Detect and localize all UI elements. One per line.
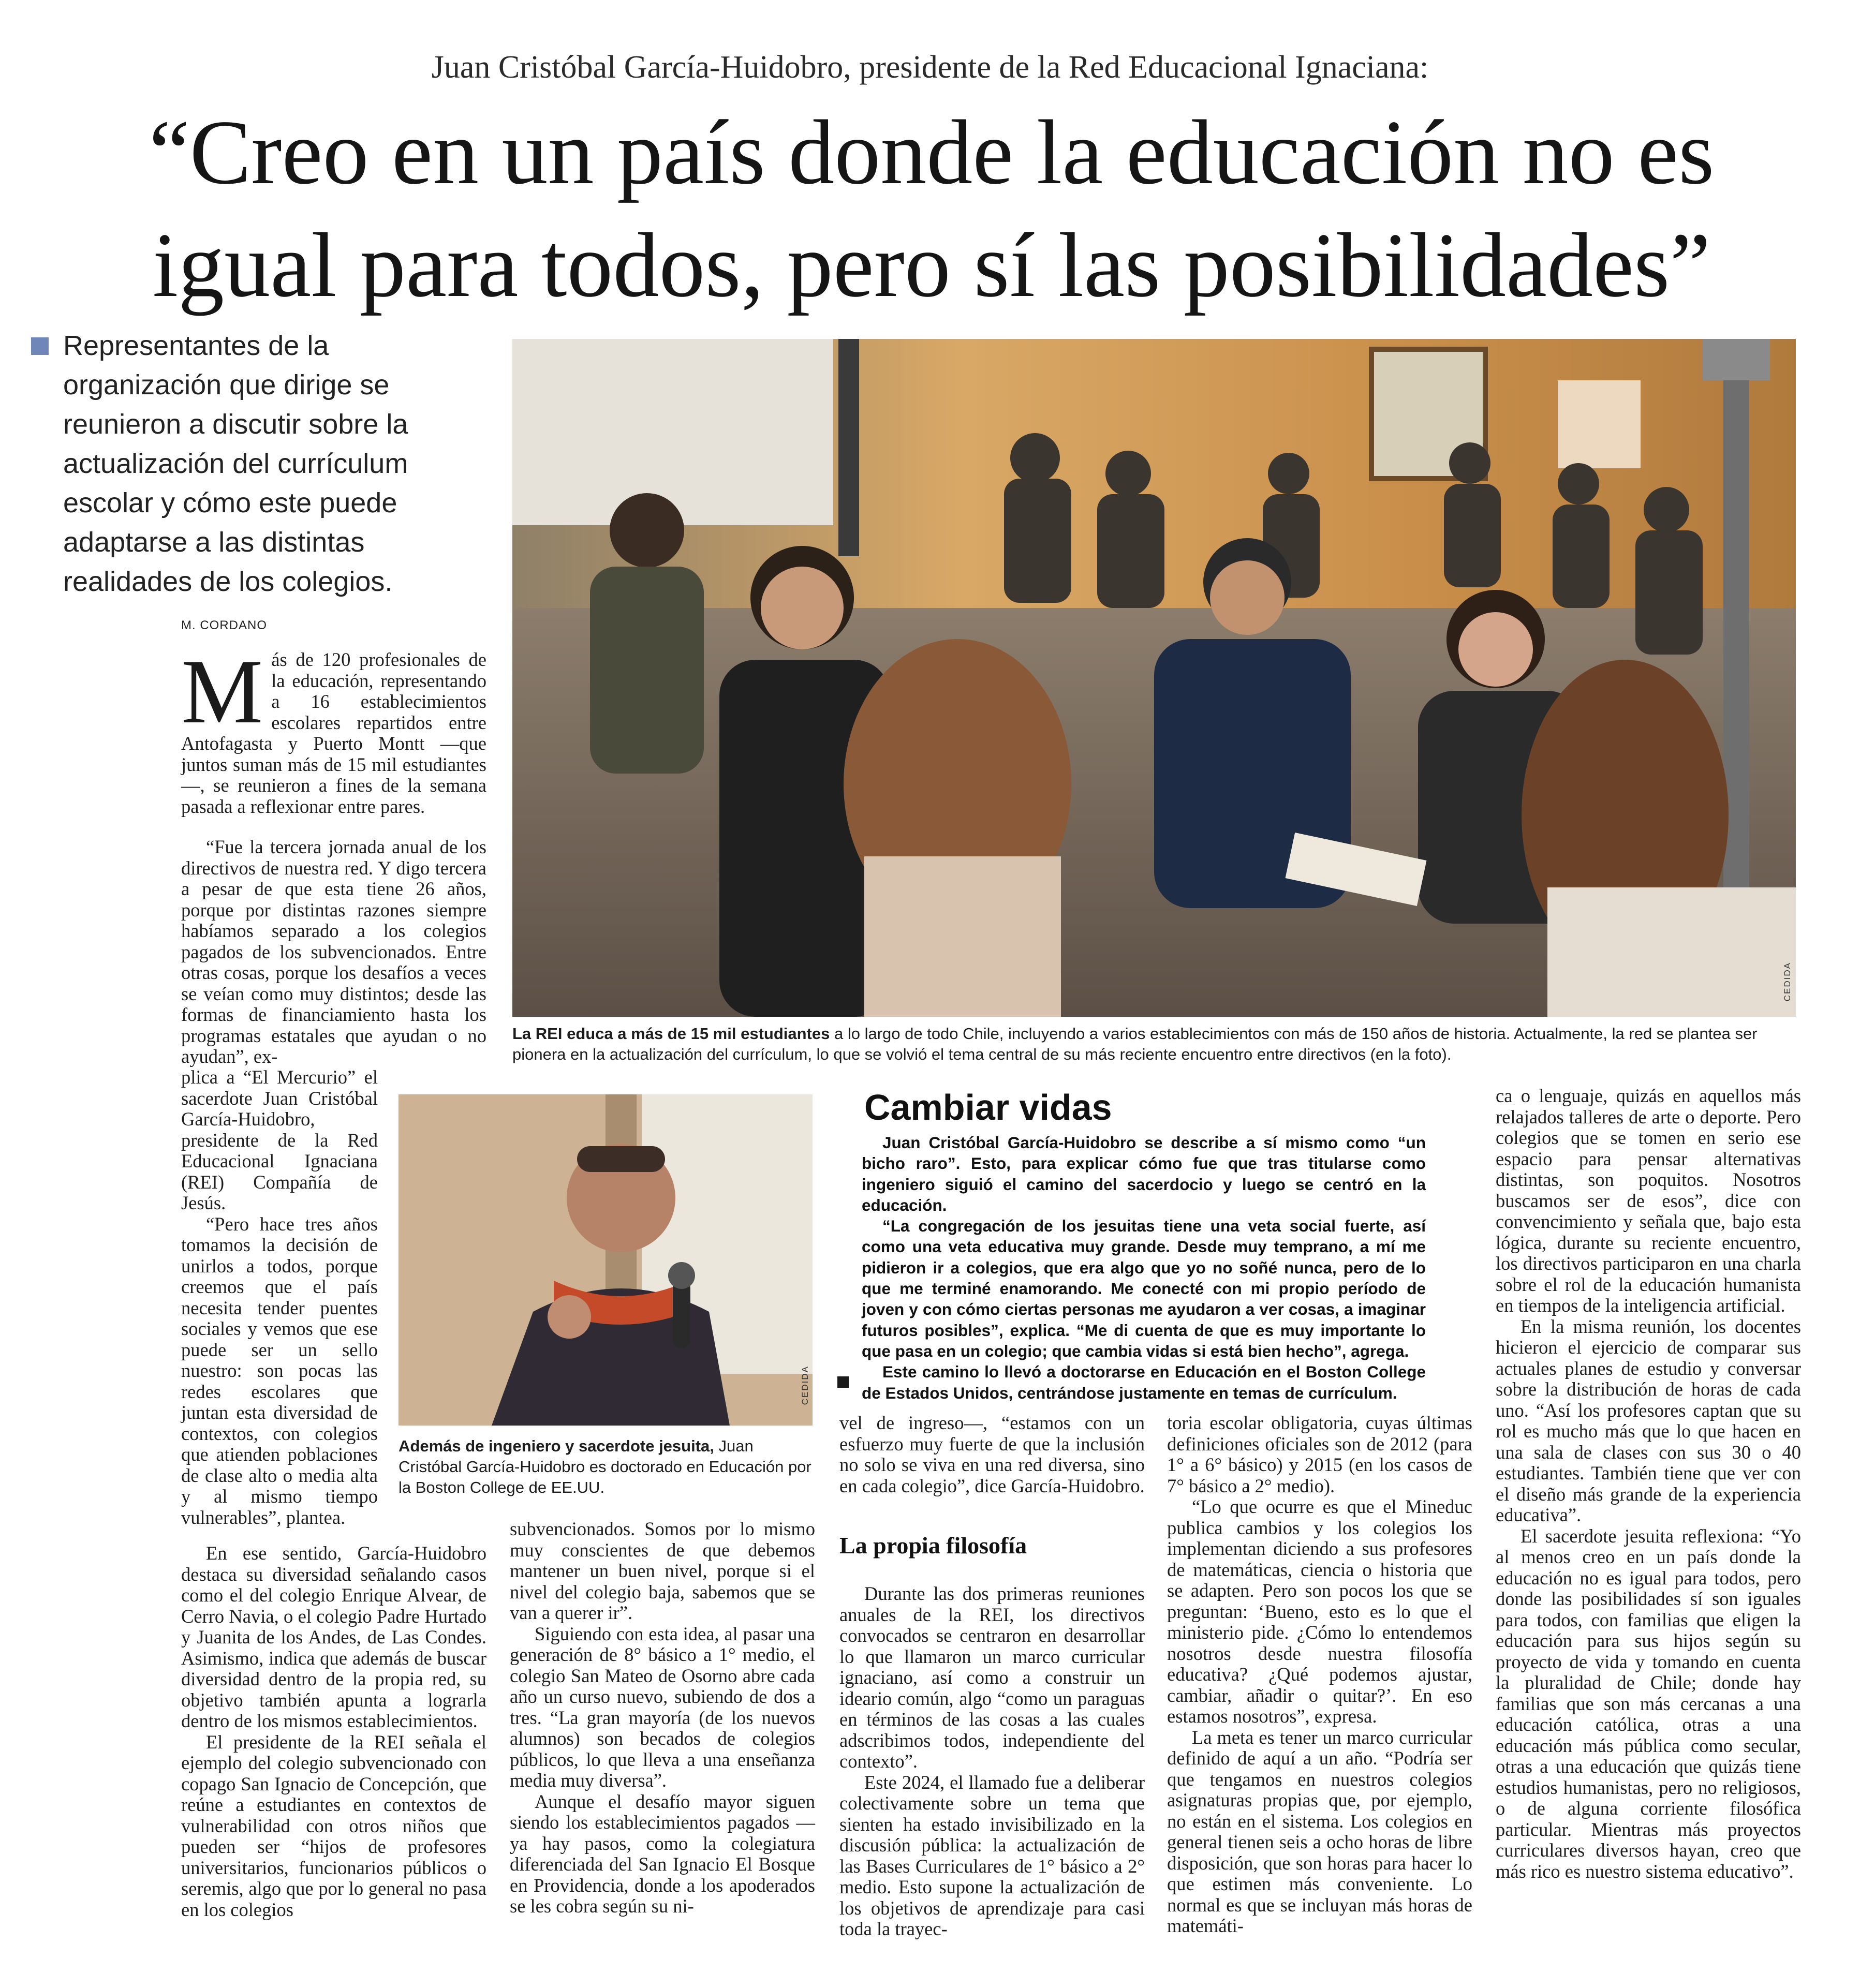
col2-paragraph-3: Aunque el desafío mayor siguen siendo los establecimientos pagados —ya hay pasos, como la colegiatura diferenciada del San Ignacio El Bosque en Providencia, donde a los apoderados se les cobra según su ni- xyxy=(510,1790,815,1917)
small-photo-credit: CEDIDA xyxy=(800,1365,810,1405)
column-4 xyxy=(1167,1413,1472,1937)
main-photo xyxy=(512,339,1796,1017)
main-caption-text: a lo largo de todo Chile, incluyendo a varios establecimientos con más de 150 años de historia. Actualmente, la red se plantea ser pionera en la actualización del currículum, lo que se volvió el tema central de su más reciente encuentro entre directivos (en la foto). xyxy=(512,1025,1758,1063)
col3-paragraph-2: Durante las dos primeras reuniones anuales de la REI, los directivos convocados se centraron en desarrollar lo que llamaron un marco curricular ignaciano, así como a construir un ideario común, algo “como un paraguas en términos de las cosas a las cuales adscribimos todos, independiente del contexto”. xyxy=(839,1583,1145,1772)
col3-paragraph-3: Este 2024, el llamado fue a deliberar colectivamente sobre un tema que sienten ha estado invisibilizado en la discusión pública: la actualización de las Bases Curriculares de 1° básico a 2° medio. Esto supone la actualización de los objetivos de aprendizaje para casi toda la trayec- xyxy=(839,1771,1145,1939)
column-2 xyxy=(510,1519,815,1917)
main-photo-caption xyxy=(512,1023,1801,1065)
col1-paragraph-3: “Pero hace tres años tomamos la decisión de unirlos a todos, porque creemos que el país necesita tender puentes sociales y vemos que ese puede ser un sello nuestro: son pocas las redes escolares que juntan esta diversidad de contextos, con colegios que atienden poblaciones de clase alto o media alta y al mismo tiempo vulnerables”, plantea. xyxy=(181,1213,378,1528)
column-3-lower xyxy=(839,1583,1145,1940)
article-kicker: Juan Cristóbal García-Huidobro, presidente de la Red Educacional Ignaciana: xyxy=(431,50,1429,85)
col1-paragraph-4: En ese sentido, García-Huidobro destaca su diversidad señalando casos como el del colegio Enrique Alvear, de Cerro Navia, o el colegio Padre Hurtado y Juanita de los Andes, de Las Condes. Asimismo, indica que además de buscar diversidad dentro de la propia red, su objetivo también apunta a lograrla dentro de los mismos establecimientos. xyxy=(181,1542,486,1731)
col2-paragraph-2: Siguiendo con esta idea, al pasar una generación de 8° básico a 1° medio, el colegio San Mateo de Osorno abre cada año un curso nuevo, subiendo de dos a tres. “La gran mayoría (de los nuevos alumnos) son becados de colegios públicos, lo que lleva a una enseñanza media muy diversa”. xyxy=(510,1623,815,1791)
subhead-cambiar-vidas: Cambiar vidas xyxy=(864,1087,1112,1127)
column-3 xyxy=(839,1413,1145,1496)
col1-paragraph-1: ás de 120 profesionales de la educación, representando a 16 establecimientos escolares repartidos entre Antofagasta y Puerto Montt —que juntos suman más de 15 mil estudiantes—, se reunieron a fines de la semana pasada a reflexionar entre pares. xyxy=(181,649,486,817)
cambiar-paragraph-2: “La congregación de los jesuitas tiene una veta social fuerte, así como una veta educativa muy grande. Desde muy temprano, a mí me pidieron ir a colegios, que era algo que yo no soñé nunca, pero de lo que me terminé enamorando. Me conecté con mi propio período de joven y con cómo ciertas personas me ayudaron a ver cosas, a imaginar futuros posibles”, explica. “Me di cuenta de que es muy importante lo que pasa en un colegio; que cambia vidas si está bien hecho”, agrega. xyxy=(862,1216,1426,1360)
small-photo-caption xyxy=(398,1436,813,1498)
col1-paragraph-2a: “Fue la tercera jornada anual de los directivos de nuestra red. Y digo tercera a pesar de que esta tiene 26 años, porque por distintas razones siempre habíamos separado a los colegios pagados de los subvencionados. Entre otras cosas, porque los desafíos a veces se veían como muy distintos; desde las formas de financiamiento hasta los programas estatales que ayudan o no ayudan”, ex- xyxy=(181,836,486,1067)
byline: M. CORDANO xyxy=(181,618,267,632)
column-1 xyxy=(181,640,486,817)
small-photo xyxy=(398,1094,813,1426)
meeting-room-photo xyxy=(512,339,1796,1017)
col4-paragraph-1: toria escolar obligatoria, cuyas últimas definiciones oficiales son de 2012 (para 1° a 6° básico) y 2015 (en los casos de 7° básico a 2° medio). xyxy=(1167,1412,1472,1496)
main-photo-credit: CEDIDA xyxy=(1782,961,1792,1001)
main-caption-lead: La REI educa a más de 15 mil estudiantes xyxy=(512,1025,830,1043)
col5-paragraph-1: ca o lenguaje, quizás en aquellos más relajados talleres de arte o deporte. Pero colegios que se tomen en serio ese espacio para pensar alternativas distintas, son poquitos. Nosotros buscamos ser de esos”, dice con convencimiento y señala que, bajo esta lógica, durante su reciente encuentro, los directivos participaron en una charla sobre el rol de la educación humanista en tiempos de la inteligencia artificial. xyxy=(1496,1085,1801,1316)
cambiar-vidas-block xyxy=(862,1132,1426,1403)
subhead-la-propia-filosofia: La propia filosofía xyxy=(839,1532,1027,1559)
headline-line-1: “Creo en un país donde la educación no es xyxy=(149,101,1715,203)
cambiar-paragraph-1: Juan Cristóbal García-Huidobro se describe a sí mismo como “un bicho raro”. Esto, para explicar cómo fue que tras titularse como ingeniero siguió el camino del sacerdocio y luego se centró en la educación. xyxy=(862,1133,1426,1214)
col4-paragraph-2: “Lo que ocurre es que el Mineduc publica cambios y los colegios los implementan diciendo a sus profesores de matemáticas, ciencia o historia que se adapten. Pero son pocos los que se preguntan: ‘Bueno, esto es lo que el ministerio pide. ¿Cómo lo entendemos nosotros desde nuestra filosofía educativa? ¿Qué podemos ajustar, cambiar, añadir o quitar?’. En eso estamos nosotros”, expresa. xyxy=(1167,1496,1472,1727)
cambiar-paragraph-3: Este camino lo llevó a doctorarse en Educación en el Boston College de Estados Unidos, centrándose justamente en temas de currículum. xyxy=(862,1362,1426,1402)
col3-paragraph-1: vel de ingreso—, “estamos con un esfuerzo muy fuerte de que la inclusión no solo se viva en una red diversa, sino en cada colegio”, dice García-Huidobro. xyxy=(839,1412,1145,1496)
column-5 xyxy=(1496,1086,1801,1882)
column-1-narrow xyxy=(181,1067,378,1528)
drop-cap: M xyxy=(181,640,263,743)
small-caption-lead: Además de ingeniero y sacerdote jesuita, xyxy=(398,1437,714,1455)
col5-paragraph-2: En la misma reunión, los docentes hicieron el ejercicio de comparar sus actuales planes de estudio y conversar sobre la distribución de horas de cada uno. “Así los profesores captan que su rol es mucho más que lo que hacen en una sala de clases con sus 30 o 40 estudiantes. También tiene que ver con el diseño más grande de la experiencia educativa”. xyxy=(1496,1315,1801,1525)
end-square-icon xyxy=(837,1376,849,1388)
headline-line-2: igual para todos, pero sí las posibilidades” xyxy=(152,214,1711,316)
small-caption-text: Juan Cristóbal García-Huidobro es doctorado en Educación por la Boston College de EE.UU. xyxy=(398,1437,811,1496)
col4-paragraph-3: La meta es tener un marco curricular definido de aquí a un año. “Podría ser que tengamos en nuestros colegios asignaturas propias que, por ejemplo, no están en el sistema. Los colegios en general tienen seis a ocho horas de libre disposición, que son horas para hacer lo que estimen más conveniente. Lo normal es que se incluyan más horas de matemáti- xyxy=(1167,1726,1472,1936)
col5-paragraph-3: El sacerdote jesuita reflexiona: “Yo al menos creo en un país donde la educación no es igual para todos, pero donde las posibilidades sí son iguales para todos, con familias que eligen la educación para sus hijos según su proyecto de vida y tomando en cuenta la pluralidad de Chile; donde hay familias que son más cercanas a una educación católica, otras a una educación más pública como secular, otras a una educación que quizás tiene estudios humanistas, pero no religiosos, o de alguna corriente filosófica particular. Mientras más proyectos curriculares diversos hayan, creo que más rico es nuestro sistema educativo”. xyxy=(1496,1525,1801,1882)
square-bullet-icon xyxy=(31,337,49,355)
col1-paragraph-2b: plica a “El Mercurio” el sacerdote Juan Cristóbal García-Huidobro, presidente de la Red Educacional Ignaciana (REI) Compañía de Jesús. xyxy=(181,1066,378,1213)
column-1-middle xyxy=(181,837,486,1067)
speaker-photo xyxy=(398,1094,813,1426)
lede-text: Representantes de la organización que dirige se reunieron a discutir sobre la actualización del currículum escolar y cómo este puede adaptarse a las distintas realidades de los colegios. xyxy=(63,330,408,597)
col1-paragraph-5: El presidente de la REI señala el ejemplo del colegio subvencionado con copago San Ignacio de Concepción, que reúne a estudiantes en contextos de vulnerabilidad con otros niños que pueden ser “hijos de profesores universitarios, funcionarios públicos o seremis, algo que por lo general no pasa en los colegios xyxy=(181,1731,486,1920)
article-headline xyxy=(78,96,1785,321)
col2-paragraph-1: subvencionados. Somos por lo mismo muy conscientes de que debemos mantener un buen nivel, porque si el nivel del colegio baja, sabemos que se van a querer ir”. xyxy=(510,1518,815,1623)
column-1-lower xyxy=(181,1543,486,1920)
